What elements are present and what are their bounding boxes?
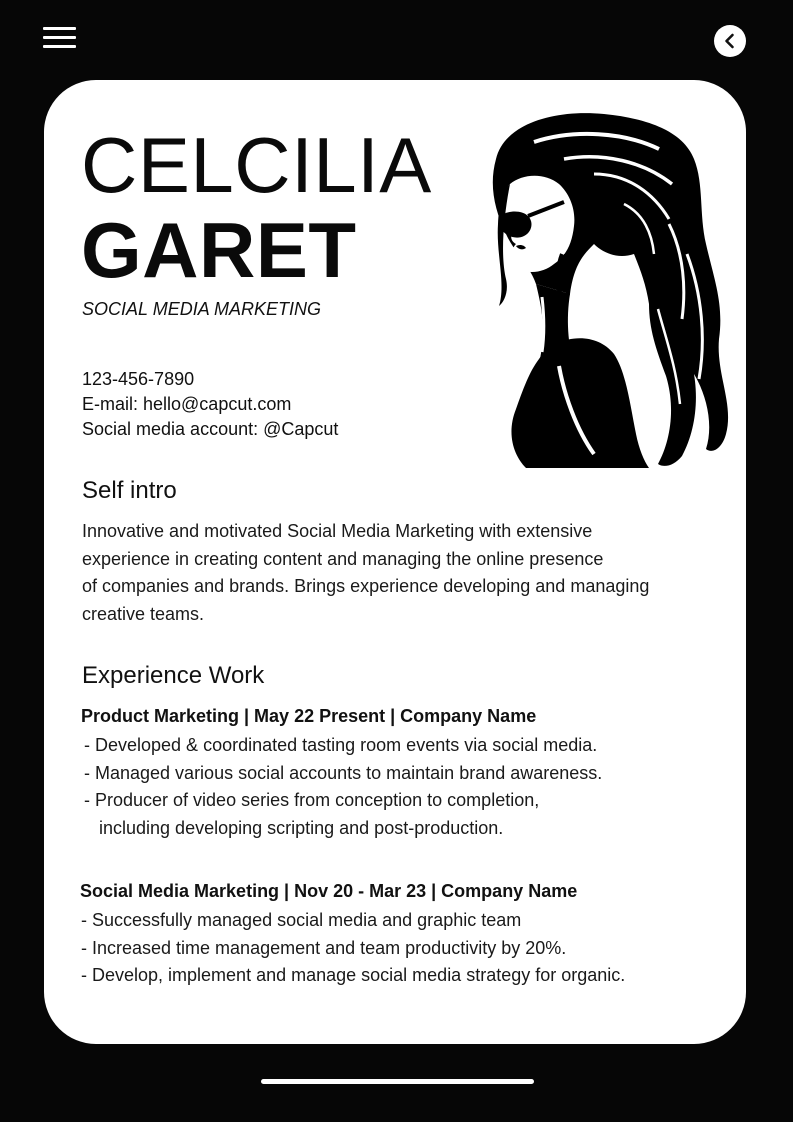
self-intro-line: creative teams. [82, 603, 205, 624]
home-indicator[interactable] [261, 1079, 534, 1084]
self-intro-heading: Self intro [82, 477, 177, 504]
woman-portrait-illustration [444, 104, 734, 474]
bullet-item: including developing scripting and post-production. [99, 817, 504, 838]
social-account: Social media account: @Capcut [82, 419, 339, 439]
bullet-item: - Successfully managed social media and graphic team [81, 910, 522, 930]
last-name: GARET [81, 206, 357, 294]
menu-icon[interactable] [43, 25, 76, 49]
job-heading: Social Media Marketing | Nov 20 - Mar 23 | Company Name [80, 881, 578, 901]
back-button[interactable] [714, 25, 746, 57]
self-intro-line: experience in creating content and managing the online presence [82, 548, 604, 569]
job-bullets [84, 732, 602, 842]
experience-heading: Experience Work [82, 662, 265, 689]
job-bullets [81, 907, 625, 990]
self-intro-line: of companies and brands. Brings experience developing and managing [82, 576, 650, 596]
phone-number: 123-456-7890 [82, 369, 195, 389]
contact-info [82, 367, 338, 442]
job-heading: Product Marketing | May 22 Present | Company Name [81, 706, 537, 726]
first-name: CELCILIA [81, 121, 432, 209]
bullet-item: - Producer of video series from conception to completion, [84, 790, 540, 810]
job-title: SOCIAL MEDIA MARKETING [82, 299, 322, 319]
self-intro-line: Innovative and motivated Social Media Marketing with extensive [82, 521, 593, 541]
bullet-item: - Developed & coordinated tasting room events via social media. [84, 735, 598, 755]
email-address: E-mail: hello@capcut.com [82, 394, 292, 414]
bullet-item: - Increased time management and team productivity by 20%. [81, 937, 567, 958]
resume-card [44, 80, 746, 1044]
self-intro-text [82, 518, 702, 628]
bullet-item: - Managed various social accounts to maintain brand awareness. [84, 762, 603, 783]
chevron-left-icon [714, 25, 746, 57]
bullet-item: - Develop, implement and manage social media strategy for organic. [81, 965, 626, 985]
